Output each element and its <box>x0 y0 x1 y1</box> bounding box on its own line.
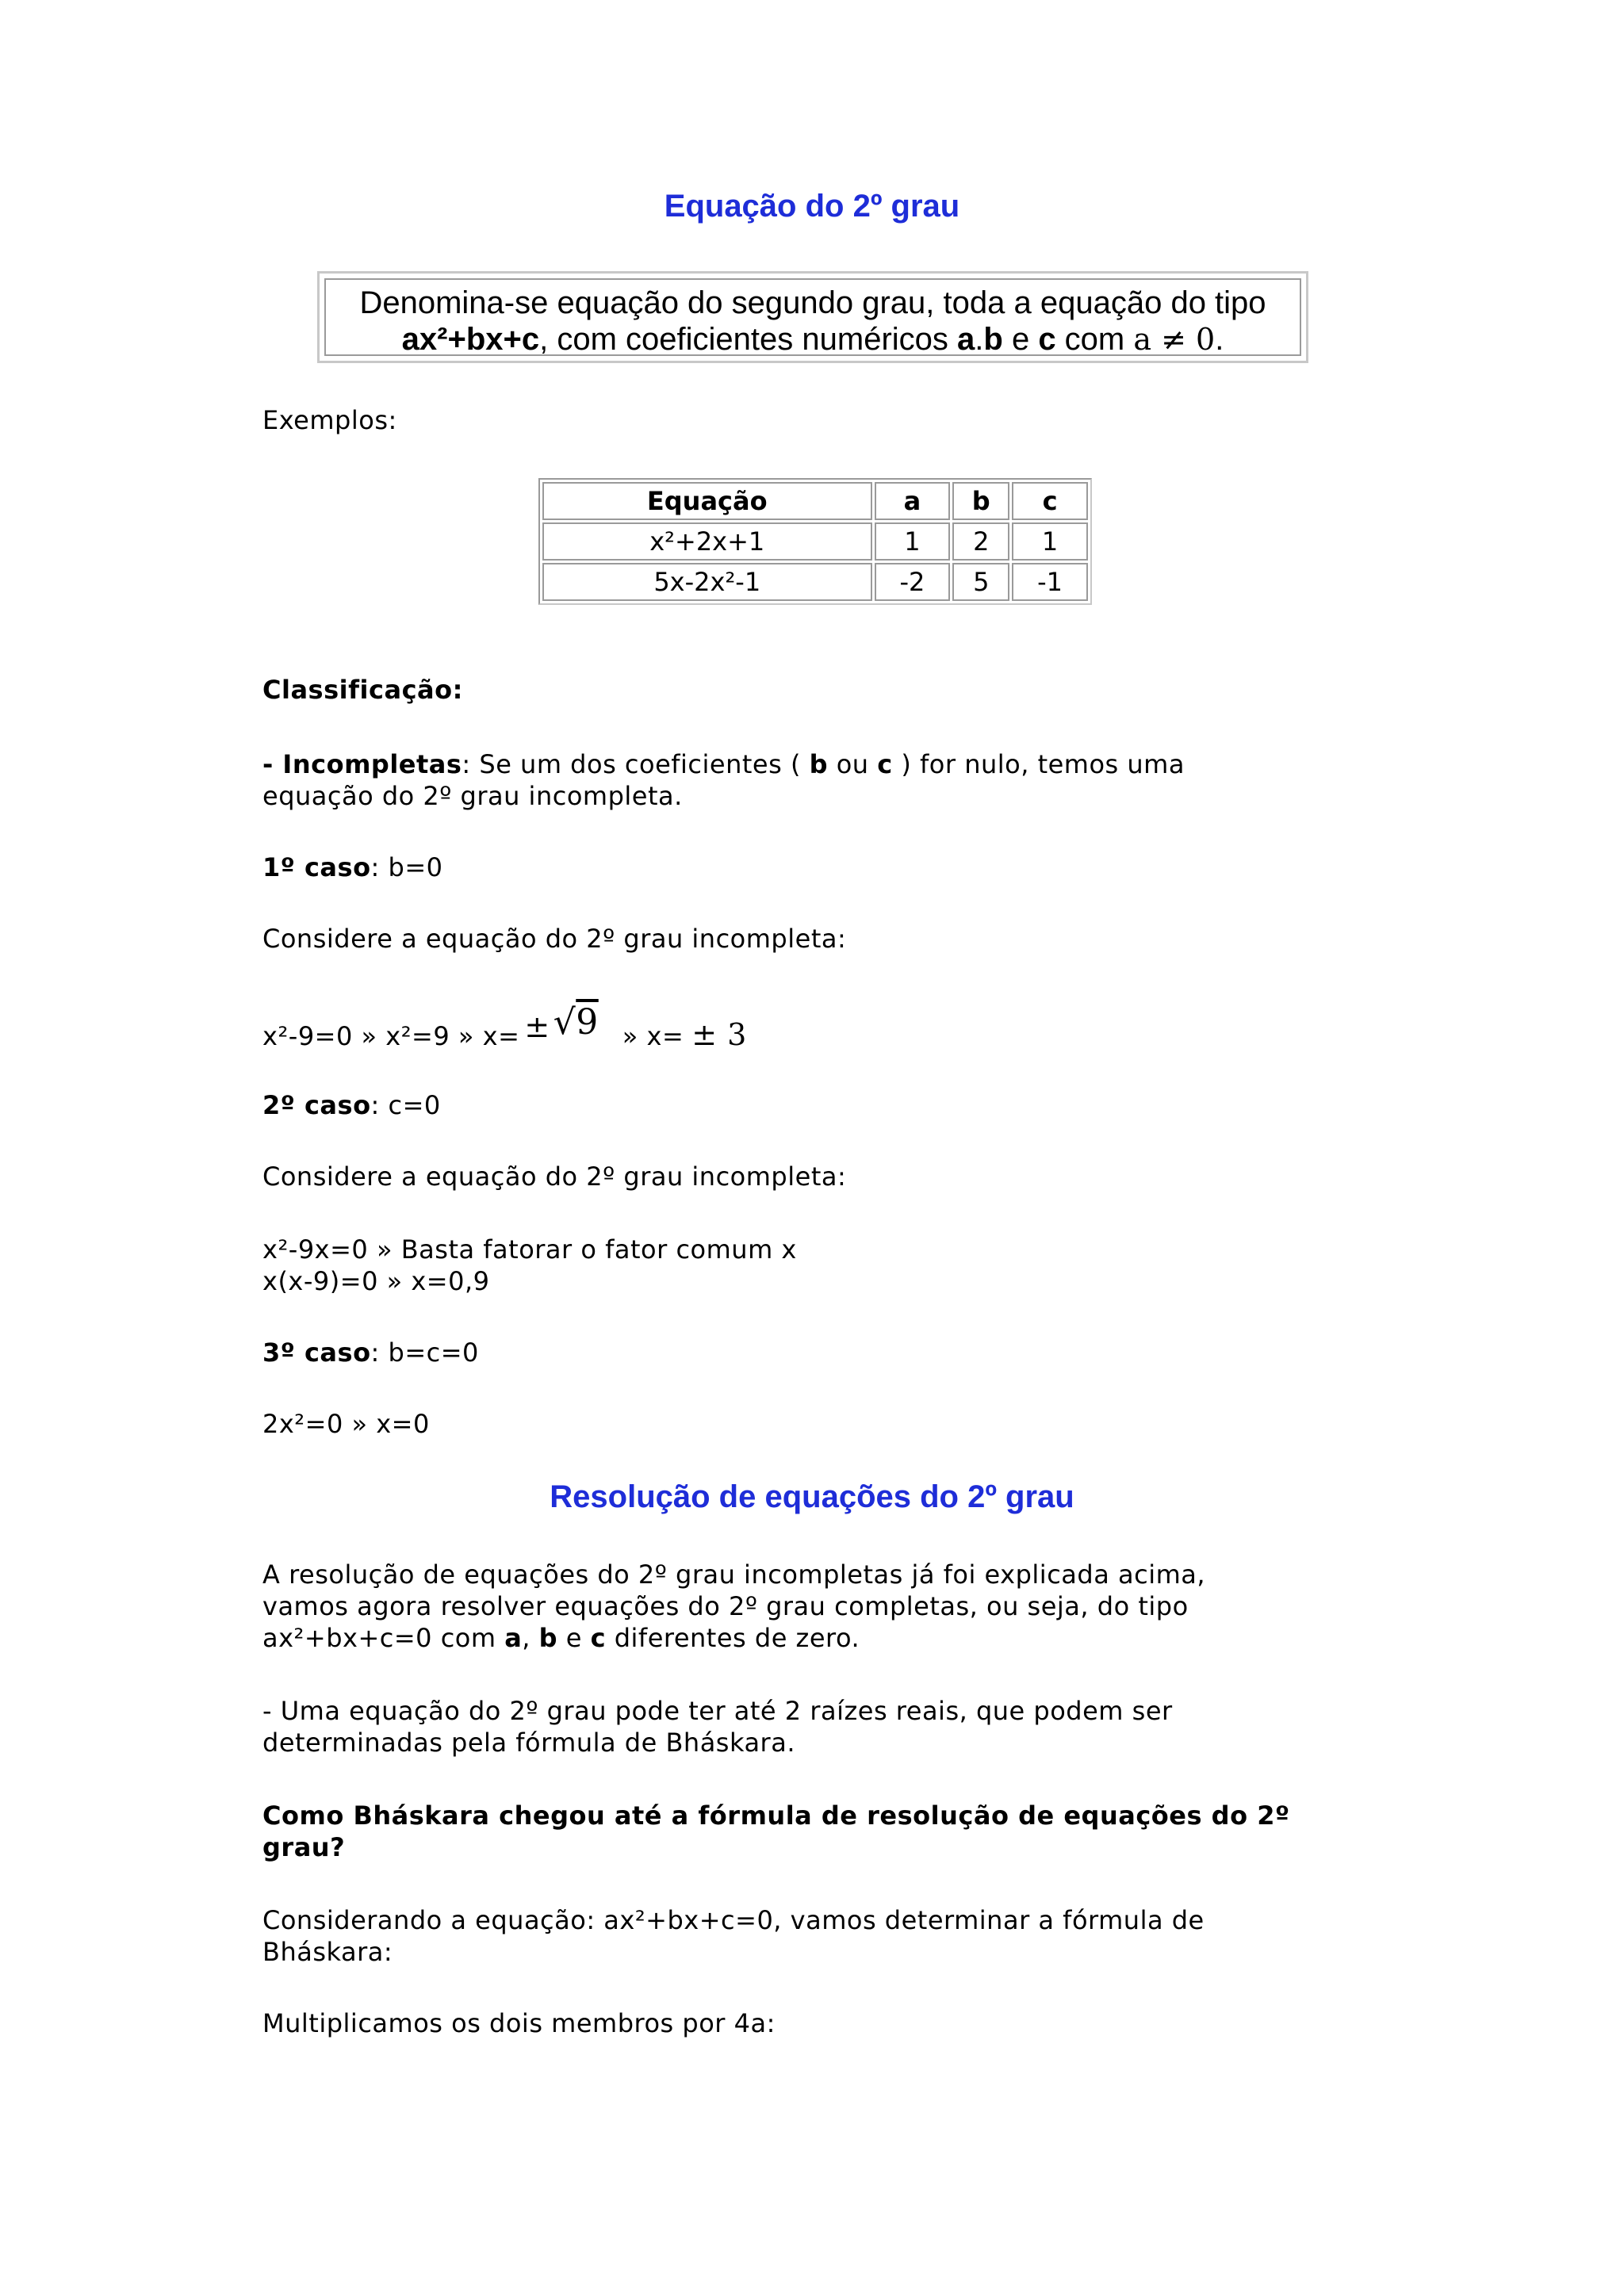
table-header: b <box>952 482 1009 520</box>
table-header-row <box>542 482 1088 520</box>
resolucao-line-3 <box>262 1622 860 1654</box>
equation-1-part-2: » x= <box>622 1021 684 1051</box>
definition-line-2 <box>326 321 1300 358</box>
definition-expr: ax²+bx+c <box>401 322 540 357</box>
equation-3: 2x²=0 » x=0 <box>262 1409 430 1439</box>
examples-table <box>538 478 1092 605</box>
table-cell: 1 <box>1012 522 1088 561</box>
plus-minus-symbol: ± <box>524 1009 550 1044</box>
como-heading-line-1: Como Bháskara chegou até a fórmula de resolução de equações do 2º <box>262 1800 1290 1831</box>
resolucao-text-end: diferentes de zero. <box>606 1623 860 1653</box>
coef-b: b <box>809 749 829 779</box>
resolucao-comma: , <box>522 1623 539 1653</box>
definition-condition: a ≠ 0 <box>1133 322 1216 357</box>
case-1-label: 1º caso <box>262 852 371 882</box>
definition-sep: . <box>975 322 984 357</box>
case-3 <box>262 1337 479 1368</box>
definition-box <box>317 271 1308 363</box>
definition-mid: , com coeficientes numéricos <box>539 322 958 357</box>
incompletas-text: : Se um dos coeficientes ( <box>462 749 810 779</box>
considere-1: Considere a equação do 2º grau incompleta: <box>262 924 847 954</box>
table-cell: 5x-2x²-1 <box>542 563 872 601</box>
equation-1-result: ± 3 <box>691 1017 747 1052</box>
table-header: Equação <box>542 482 872 520</box>
definition-coef-c: c <box>1038 322 1056 357</box>
definition-coef-b: b <box>983 322 1003 357</box>
classification-heading: Classificação: <box>262 675 463 705</box>
equation-1 <box>262 1002 747 1052</box>
table-row <box>542 563 1088 601</box>
incompletas-line-1 <box>262 748 1185 780</box>
definition-end: . <box>1215 322 1224 357</box>
coef-c: c <box>590 1623 607 1653</box>
definition-text <box>324 278 1301 356</box>
case-3-value: : b=c=0 <box>370 1337 479 1368</box>
case-3-label: 3º caso <box>262 1337 371 1368</box>
incompletas-text-2: ) for nulo, temos uma <box>892 749 1185 779</box>
definition-line-1: Denomina-se equação do segundo grau, toda a equação do tipo <box>359 285 1266 320</box>
table-cell: x²+2x+1 <box>542 522 872 561</box>
resolucao-line-2: vamos agora resolver equações do 2º grau completas, ou seja, do tipo <box>262 1591 1189 1621</box>
sqrt-nine-text: √9 <box>553 1002 599 1043</box>
table-cell: 1 <box>875 522 951 561</box>
table-cell: 5 <box>952 563 1009 601</box>
coef-b: b <box>538 1623 558 1653</box>
considerando-line-2: Bháskara: <box>262 1937 393 1967</box>
definition-com: com <box>1055 322 1134 357</box>
coef-c: c <box>877 749 893 779</box>
como-heading-line-2: grau? <box>262 1832 346 1862</box>
section-title-resolucao: Resolução de equações do 2º grau <box>550 1479 1074 1514</box>
case-2 <box>262 1089 441 1121</box>
raizes-line-2: determinadas pela fórmula de Bháskara. <box>262 1728 795 1758</box>
table-row <box>542 522 1088 561</box>
incompletas-label: - Incompletas <box>262 749 462 779</box>
radicand: 9 <box>576 1002 599 1043</box>
considere-2: Considere a equação do 2º grau incompleta: <box>262 1161 847 1192</box>
equation-2-line-2: x(x-9)=0 » x=0,9 <box>262 1266 490 1296</box>
equation-2-line-1: x²-9x=0 » Basta fatorar o fator comum x <box>262 1234 797 1265</box>
sqrt-nine <box>553 1002 599 1043</box>
case-1 <box>262 851 442 883</box>
table-cell: -2 <box>875 563 951 601</box>
definition-and: e <box>1002 322 1039 357</box>
incompletas-line-2: equação do 2º grau incompleta. <box>262 781 683 811</box>
equation-1-part-1: x²-9=0 » x²=9 » x= <box>262 1021 520 1051</box>
case-2-label: 2º caso <box>262 1090 371 1120</box>
resolucao-line-1: A resolução de equações do 2º grau incompletas já foi explicada acima, <box>262 1559 1206 1590</box>
raizes-line-1: - Uma equação do 2º grau pode ter até 2 raízes reais, que podem ser <box>262 1696 1173 1726</box>
page-title: Equação do 2º grau <box>664 189 960 224</box>
resolucao-e: e <box>557 1623 591 1653</box>
coef-a: a <box>504 1623 523 1653</box>
examples-label: Exemplos: <box>262 405 397 435</box>
table-cell: 2 <box>952 522 1009 561</box>
case-2-value: : c=0 <box>370 1090 441 1120</box>
incompletas-ou: ou <box>828 749 878 779</box>
multiplicamos-line: Multiplicamos os dois membros por 4a: <box>262 2008 776 2038</box>
table-header: c <box>1012 482 1088 520</box>
case-1-value: : b=0 <box>370 852 443 882</box>
table-cell: -1 <box>1012 563 1088 601</box>
resolucao-text: ax²+bx+c=0 com <box>262 1623 505 1653</box>
definition-coef-a: a <box>957 322 975 357</box>
considerando-line-1: Considerando a equação: ax²+bx+c=0, vamos determinar a fórmula de <box>262 1905 1205 1935</box>
table-header: a <box>875 482 951 520</box>
